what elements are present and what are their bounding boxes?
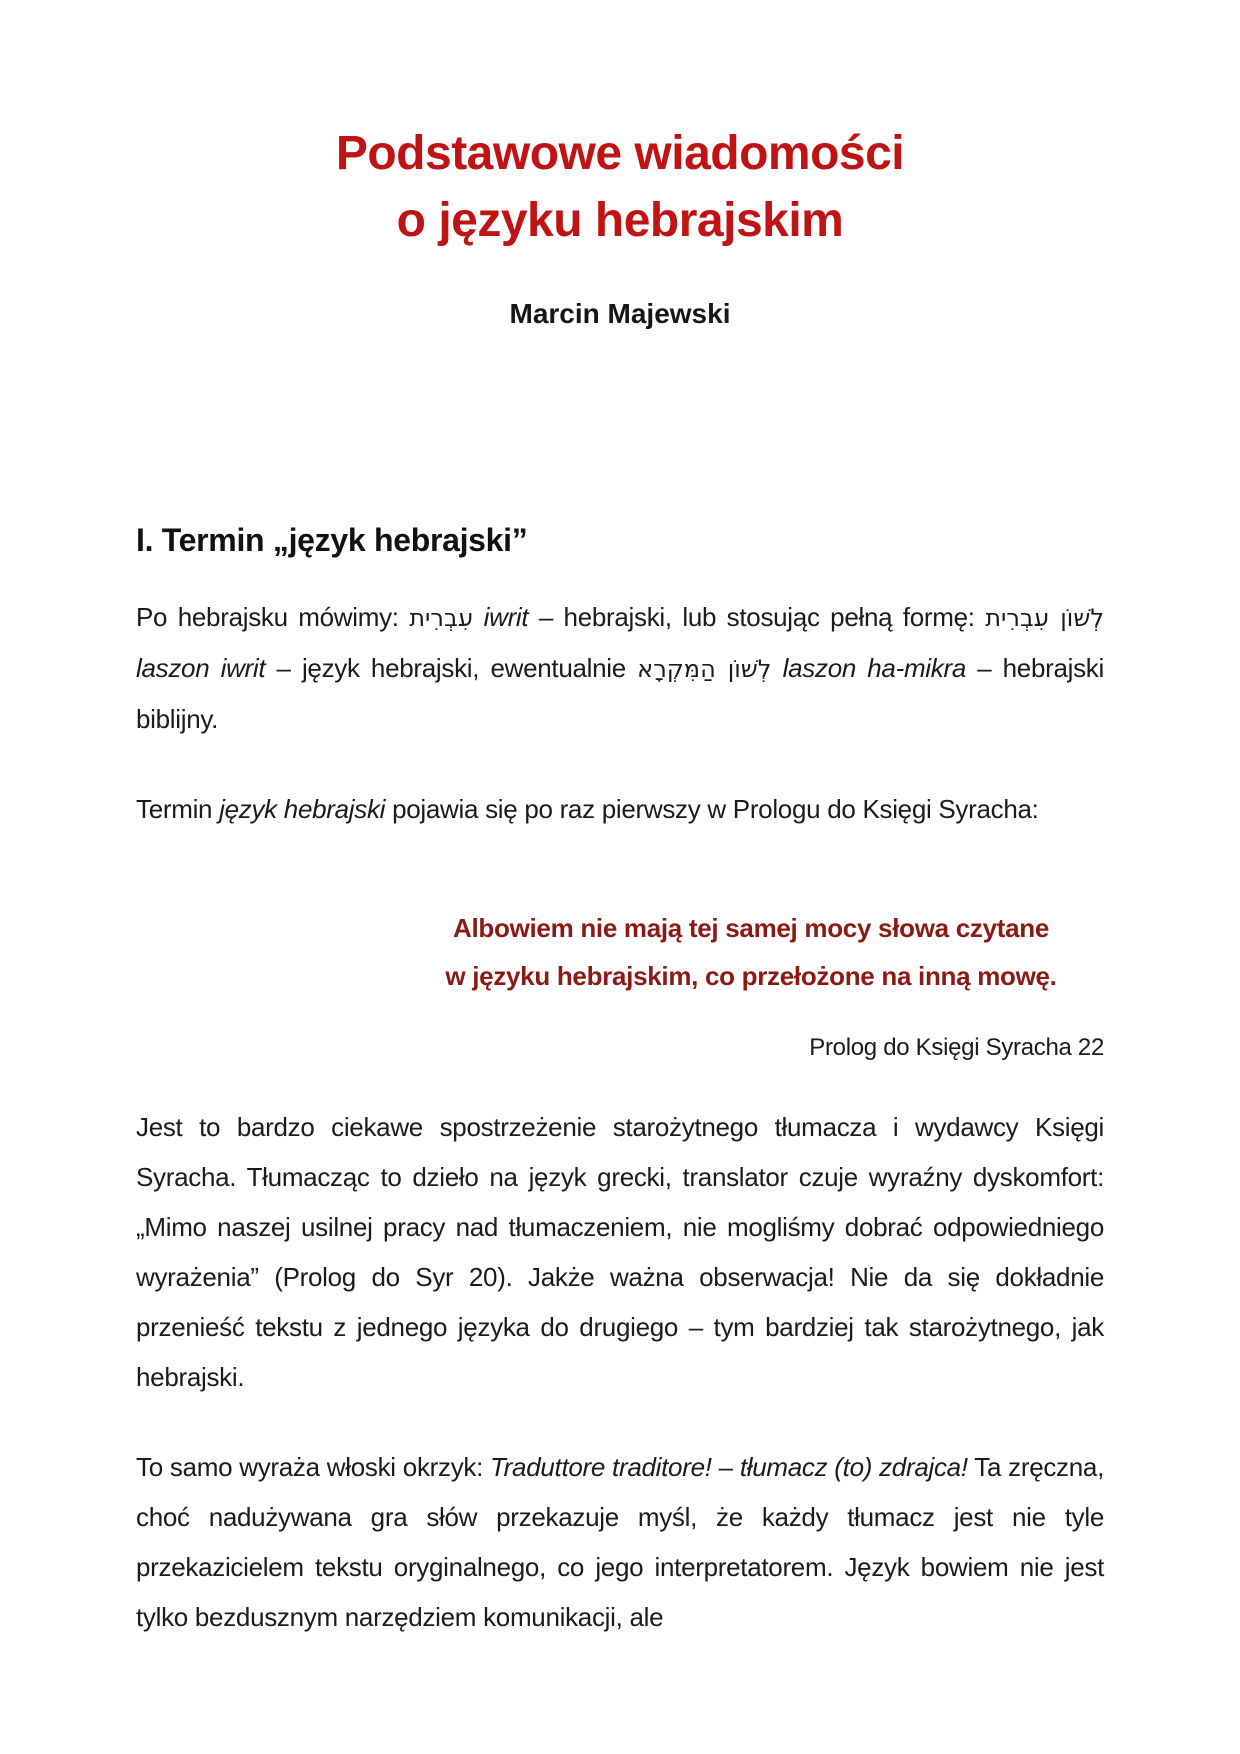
- text-run: –: [711, 1452, 740, 1482]
- paragraph-translator-observation: [136, 1102, 1104, 1402]
- text-run: – hebrajski, lub stosując pełną formę:: [528, 602, 986, 632]
- text-run: [473, 602, 484, 632]
- hebrew-term: עִבְרִית: [409, 604, 474, 632]
- citation-sirach-prologue: Prolog do Księgi Syracha 22: [809, 1034, 1104, 1061]
- text-run: [771, 653, 782, 683]
- hebrew-term: לְשׁוֹן הַמִּקְרָא: [637, 655, 772, 683]
- italic-term: Traduttore traditore!: [490, 1452, 712, 1482]
- blockquote-line-2: w języku hebrajskim, co przełożone na inną mowę.: [445, 961, 1057, 991]
- paragraph-termin-first-occurrence: [136, 784, 1104, 834]
- text-run: Termin: [136, 794, 220, 824]
- text-run: Jest to bardzo ciekawe spostrzeżenie starożytnego tłumacza i wydawcy Księgi Syracha. Tłumacząc to dzieło na język grecki, translator czuje wyraźny dyskomfort: „Mimo naszej usilnej pracy nad tłumaczeniem, nie mogliśmy dobrać odpowiedniego wyrażenia” (Prolog do Syr 20). Jakże ważna obserwacja! Nie da się dokładnie przenieść tekstu z jednego języka do drugiego – tym bardziej tak starożytnego, jak hebrajski.: [136, 1112, 1104, 1392]
- italic-term: iwrit: [483, 602, 529, 632]
- paragraph-traduttore-traditore: [136, 1442, 1104, 1642]
- text-run: Po hebrajsku mówimy:: [136, 602, 410, 632]
- italic-term: tłumacz (to) zdrajca!: [739, 1452, 968, 1482]
- text-run: pojawia się po raz pierwszy w Prologu do Księgi Syracha:: [385, 794, 1039, 824]
- text-run: To samo wyraża włoski okrzyk:: [136, 1452, 491, 1482]
- text-run: – hebrajski biblijny.: [136, 653, 1104, 734]
- hebrew-term: לְשׁוֹן עִבְרִית: [985, 604, 1104, 632]
- document-title: [136, 120, 1104, 254]
- blockquote-line-1: Albowiem nie mają tej samej mocy słowa czytane: [453, 913, 1049, 943]
- text-run: Ta zręczna, choć nadużywana gra słów przekazuje myśl, że każdy tłumacz jest nie tyle przekazicielem tekstu oryginalnego, co jego interpretatorem. Język bowiem nie jest tylko bezdusznym narzędziem komunikacji, ale: [136, 1452, 1105, 1632]
- title-line-2: o języku hebrajskim: [396, 194, 844, 247]
- italic-term: laszon iwrit: [136, 653, 266, 683]
- author-name: Marcin Majewski: [509, 298, 731, 329]
- italic-term: język hebrajski: [219, 794, 386, 824]
- title-line-1: Podstawowe wiadomości: [335, 127, 905, 180]
- paragraph-hebrew-terms: [136, 592, 1104, 744]
- italic-term: laszon ha-mikra: [782, 653, 966, 683]
- section-heading: I. Termin „język hebrajski”: [136, 522, 528, 558]
- text-run: – język hebrajski, ewentualnie: [265, 653, 638, 683]
- blockquote-sirach: [398, 904, 1104, 1000]
